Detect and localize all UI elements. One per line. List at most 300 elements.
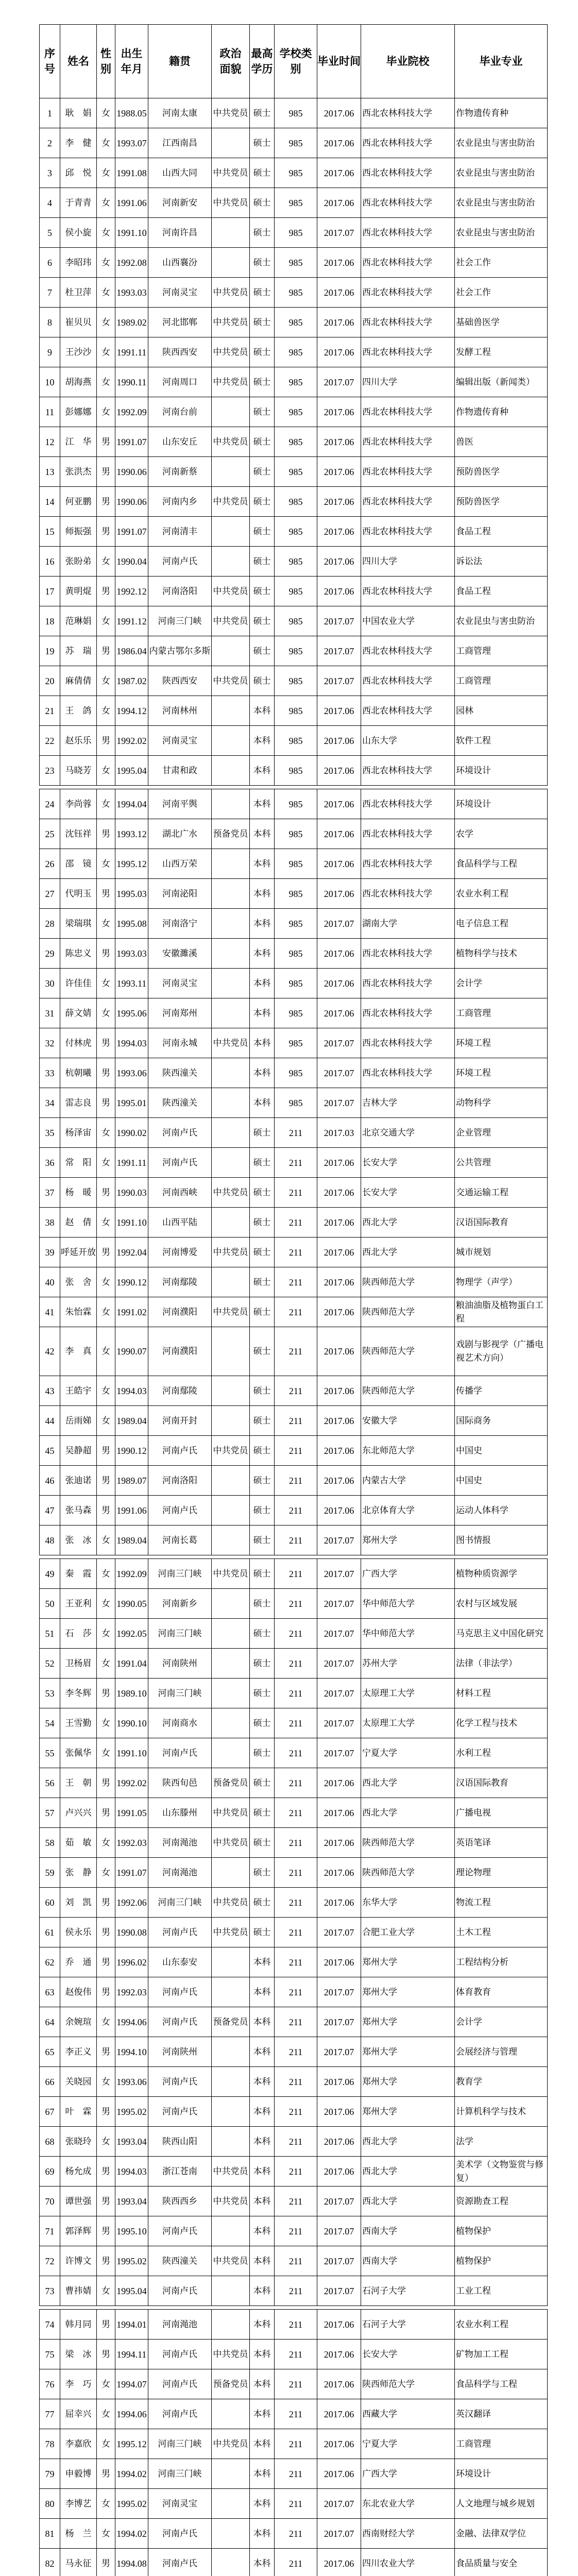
cell-school: 西藏大学 [361, 2399, 455, 2429]
cell-name: 江 华 [60, 427, 97, 457]
cell-gender: 女 [97, 909, 115, 939]
cell-origin: 河南永城 [148, 1028, 212, 1058]
cell-major: 粮油油脂及植物蛋白工程 [455, 1297, 548, 1327]
cell-grad_time: 2017.06 [317, 2429, 361, 2459]
cell-gender: 女 [97, 1738, 115, 1768]
cell-name: 李正义 [60, 2037, 97, 2067]
cell-school_type: 211 [275, 1619, 317, 1649]
cell-degree: 硕士 [250, 278, 275, 308]
cell-school_type: 985 [275, 939, 317, 969]
cell-school: 西北大学 [361, 1208, 455, 1238]
cell-gender: 男 [97, 939, 115, 969]
cell-major: 工业工程 [455, 2276, 548, 2306]
cell-origin: 河南林州 [148, 696, 212, 726]
cell-birth: 1990.08 [115, 1918, 148, 1947]
cell-seq: 66 [40, 2067, 60, 2097]
cell-birth: 1991.07 [115, 427, 148, 457]
cell-gender: 男 [97, 2310, 115, 2340]
cell-birth: 1990.03 [115, 1178, 148, 1208]
cell-grad_time: 2017.06 [317, 2549, 361, 2576]
table-row [40, 1768, 548, 1798]
cell-birth: 1993.12 [115, 819, 148, 849]
cell-seq: 16 [40, 547, 60, 577]
table-row [40, 606, 548, 636]
cell-seq: 52 [40, 1649, 60, 1679]
cell-degree: 硕士 [250, 367, 275, 397]
column-header-grad_time: 毕业时间 [317, 25, 361, 98]
cell-political: 中共党员 [212, 606, 250, 636]
cell-birth: 1993.04 [115, 2127, 148, 2157]
cell-political: 中共党员 [212, 337, 250, 367]
cell-gender: 女 [97, 1589, 115, 1619]
cell-major: 环境设计 [455, 2459, 548, 2489]
cell-origin: 河南卢氏 [148, 1148, 212, 1178]
cell-origin: 河南濮阳 [148, 1327, 212, 1376]
cell-school: 东北农业大学 [361, 2489, 455, 2519]
cell-degree: 本科 [250, 1028, 275, 1058]
cell-birth: 1991.06 [115, 188, 148, 218]
cell-birth: 1993.11 [115, 969, 148, 998]
cell-major: 环境工程 [455, 1028, 548, 1058]
cell-degree: 硕士 [250, 1148, 275, 1178]
cell-major: 植物科学与技术 [455, 939, 548, 969]
cell-school_type: 985 [275, 397, 317, 427]
cell-degree: 硕士 [250, 1526, 275, 1555]
cell-name: 卢兴兴 [60, 1798, 97, 1828]
cell-seq: 37 [40, 1178, 60, 1208]
cell-political [212, 1977, 250, 2007]
table-row [40, 1947, 548, 1977]
cell-school_type: 211 [275, 2097, 317, 2127]
cell-name: 李 健 [60, 128, 97, 158]
cell-political [212, 218, 250, 248]
cell-gender: 女 [97, 337, 115, 367]
cell-school_type: 985 [275, 789, 317, 819]
cell-gender: 女 [97, 2276, 115, 2306]
cell-degree: 硕士 [250, 547, 275, 577]
cell-origin: 陕西西乡 [148, 2187, 212, 2216]
cell-origin: 陕西山阳 [148, 2127, 212, 2157]
cell-degree: 本科 [250, 909, 275, 939]
cell-school: 西北农林科技大学 [361, 308, 455, 337]
cell-school: 郑州大学 [361, 2037, 455, 2067]
cell-political [212, 2519, 250, 2549]
cell-gender: 女 [97, 1327, 115, 1376]
cell-grad_time: 2017.07 [317, 2489, 361, 2519]
cell-school_type: 985 [275, 577, 317, 606]
cell-seq: 43 [40, 1376, 60, 1406]
cell-grad_time: 2017.06 [317, 2369, 361, 2399]
cell-grad_time: 2017.06 [317, 188, 361, 218]
cell-birth: 1990.02 [115, 1118, 148, 1148]
cell-gender: 女 [97, 2399, 115, 2429]
cell-political: 中共党员 [212, 1828, 250, 1858]
cell-school_type: 985 [275, 248, 317, 278]
cell-major: 软件工程 [455, 726, 548, 756]
table-row [40, 666, 548, 696]
cell-grad_time: 2017.06 [317, 517, 361, 547]
cell-political [212, 1526, 250, 1555]
cell-grad_time: 2017.06 [317, 726, 361, 756]
cell-school_type: 985 [275, 998, 317, 1028]
table-row [40, 2459, 548, 2489]
cell-origin: 浙江苍南 [148, 2157, 212, 2187]
cell-gender: 女 [97, 2007, 115, 2037]
cell-political [212, 1679, 250, 1708]
cell-gender: 男 [97, 1768, 115, 1798]
cell-origin: 河南卢氏 [148, 1496, 212, 1526]
cell-name: 张洪杰 [60, 457, 97, 487]
cell-major: 戏剧与影视学（广播电视艺术方向） [455, 1327, 548, 1376]
cell-school: 西北农林科技大学 [361, 1028, 455, 1058]
cell-name: 杭朝曦 [60, 1058, 97, 1088]
cell-seq: 30 [40, 969, 60, 998]
cell-birth: 1991.11 [115, 337, 148, 367]
cell-political [212, 2067, 250, 2097]
cell-birth: 1990.05 [115, 1589, 148, 1619]
cell-birth: 1989.02 [115, 308, 148, 337]
cell-school: 长安大学 [361, 2340, 455, 2369]
cell-name: 梁 冰 [60, 2340, 97, 2369]
cell-school: 中国农业大学 [361, 606, 455, 636]
cell-school: 宁夏大学 [361, 2429, 455, 2459]
cell-school: 西北农林科技大学 [361, 577, 455, 606]
cell-gender: 女 [97, 849, 115, 879]
cell-degree: 硕士 [250, 606, 275, 636]
cell-political: 预备党员 [212, 2007, 250, 2037]
cell-major: 农业昆虫与害虫防治 [455, 606, 548, 636]
cell-birth: 1994.03 [115, 2157, 148, 2187]
cell-seq: 69 [40, 2157, 60, 2187]
cell-major: 工商管理 [455, 2429, 548, 2459]
cell-birth: 1991.07 [115, 1858, 148, 1888]
cell-gender: 男 [97, 1888, 115, 1918]
cell-birth: 1994.06 [115, 2399, 148, 2429]
cell-major: 农业昆虫与害虫防治 [455, 218, 548, 248]
cell-school: 太原理工大学 [361, 1708, 455, 1738]
cell-birth: 1991.06 [115, 1496, 148, 1526]
cell-birth: 1995.03 [115, 879, 148, 909]
cell-degree: 本科 [250, 2489, 275, 2519]
cell-political [212, 517, 250, 547]
cell-major: 图书情报 [455, 1526, 548, 1555]
cell-political [212, 1649, 250, 1679]
cell-major: 矿物加工工程 [455, 2340, 548, 2369]
cell-name: 王亚利 [60, 1589, 97, 1619]
cell-degree: 硕士 [250, 1738, 275, 1768]
cell-grad_time: 2017.06 [317, 1768, 361, 1798]
cell-degree: 硕士 [250, 1406, 275, 1436]
cell-name: 陈忠义 [60, 939, 97, 969]
cell-gender: 女 [97, 2369, 115, 2399]
cell-seq: 71 [40, 2216, 60, 2246]
cell-major: 预防兽医学 [455, 487, 548, 517]
cell-name: 马晓芳 [60, 756, 97, 786]
cell-seq: 13 [40, 457, 60, 487]
cell-political [212, 998, 250, 1028]
cell-grad_time: 2017.07 [317, 218, 361, 248]
cell-school: 石河子大学 [361, 2310, 455, 2340]
cell-seq: 77 [40, 2399, 60, 2429]
table-row [40, 218, 548, 248]
cell-major: 农业昆虫与害虫防治 [455, 158, 548, 188]
cell-school: 西北农林科技大学 [361, 427, 455, 457]
cell-gender: 女 [97, 248, 115, 278]
table-row [40, 1649, 548, 1679]
cell-grad_time: 2017.07 [317, 2037, 361, 2067]
cell-school_type: 211 [275, 1466, 317, 1496]
cell-political: 中共党员 [212, 2187, 250, 2216]
cell-origin: 山东安丘 [148, 427, 212, 457]
cell-gender: 男 [97, 2340, 115, 2369]
cell-seq: 79 [40, 2459, 60, 2489]
cell-name: 呼延开放 [60, 1238, 97, 1267]
cell-degree: 本科 [250, 2459, 275, 2489]
cell-origin: 河南鄢陵 [148, 1267, 212, 1297]
cell-birth: 1995.04 [115, 756, 148, 786]
cell-major: 城市规划 [455, 1238, 548, 1267]
cell-school_type: 985 [275, 636, 317, 666]
cell-name: 张 舍 [60, 1267, 97, 1297]
cell-birth: 1995.04 [115, 2276, 148, 2306]
cell-origin: 河南卢氏 [148, 2399, 212, 2429]
cell-school_type: 985 [275, 98, 317, 128]
cell-degree: 硕士 [250, 128, 275, 158]
cell-major: 植物保护 [455, 2246, 548, 2276]
cell-name: 常 阳 [60, 1148, 97, 1178]
cell-political [212, 1738, 250, 1768]
cell-grad_time: 2017.07 [317, 1977, 361, 2007]
cell-gender: 女 [97, 1208, 115, 1238]
cell-origin: 陕西旬邑 [148, 1768, 212, 1798]
cell-school: 四川大学 [361, 367, 455, 397]
table-row [40, 969, 548, 998]
cell-school_type: 211 [275, 1888, 317, 1918]
cell-grad_time: 2017.06 [317, 1496, 361, 1526]
cell-grad_time: 2017.07 [317, 1649, 361, 1679]
cell-gender: 女 [97, 1406, 115, 1436]
cell-school: 西北农林科技大学 [361, 849, 455, 879]
cell-name: 郭泽辉 [60, 2216, 97, 2246]
cell-gender: 女 [97, 1297, 115, 1327]
cell-name: 刘 凯 [60, 1888, 97, 1918]
cell-name: 邱 悦 [60, 158, 97, 188]
cell-origin: 河南渑池 [148, 1858, 212, 1888]
cell-school: 合肥工业大学 [361, 1918, 455, 1947]
cell-name: 茹 敏 [60, 1828, 97, 1858]
table-row [40, 2187, 548, 2216]
cell-grad_time: 2017.06 [317, 849, 361, 879]
table-row [40, 1327, 548, 1376]
cell-degree: 硕士 [250, 636, 275, 666]
cell-name: 王 鸽 [60, 696, 97, 726]
cell-political [212, 696, 250, 726]
cell-name: 张晓玲 [60, 2127, 97, 2157]
cell-major: 英汉翻译 [455, 2399, 548, 2429]
cell-degree: 本科 [250, 879, 275, 909]
cell-grad_time: 2017.06 [317, 1406, 361, 1436]
cell-gender: 女 [97, 2127, 115, 2157]
cell-degree: 本科 [250, 2399, 275, 2429]
cell-degree: 硕士 [250, 188, 275, 218]
cell-gender: 男 [97, 577, 115, 606]
cell-degree: 硕士 [250, 1649, 275, 1679]
cell-birth: 1993.07 [115, 128, 148, 158]
cell-school_type: 211 [275, 1297, 317, 1327]
cell-grad_time: 2017.06 [317, 756, 361, 786]
cell-major: 理论物理 [455, 1858, 548, 1888]
cell-origin: 河南陕州 [148, 1649, 212, 1679]
cell-degree: 硕士 [250, 308, 275, 337]
cell-school_type: 211 [275, 2127, 317, 2157]
cell-major: 美术学（文物鉴赏与修复） [455, 2157, 548, 2187]
cell-school: 西北农林科技大学 [361, 819, 455, 849]
table-row [40, 2216, 548, 2246]
cell-major: 植物种质资源学 [455, 1559, 548, 1589]
cell-school_type: 985 [275, 218, 317, 248]
cell-grad_time: 2017.06 [317, 1267, 361, 1297]
cell-gender: 女 [97, 1708, 115, 1738]
cell-degree: 硕士 [250, 1858, 275, 1888]
cell-origin: 河南平舆 [148, 789, 212, 819]
cell-name: 张迪诺 [60, 1466, 97, 1496]
cell-degree: 本科 [250, 2157, 275, 2187]
cell-birth: 1991.10 [115, 218, 148, 248]
cell-degree: 硕士 [250, 517, 275, 547]
table-row [40, 789, 548, 819]
cell-name: 侯永乐 [60, 1918, 97, 1947]
cell-name: 邵 镜 [60, 849, 97, 879]
cell-school: 陕西师范大学 [361, 2369, 455, 2399]
cell-birth: 1986.04 [115, 636, 148, 666]
cell-grad_time: 2017.07 [317, 1738, 361, 1768]
cell-political [212, 1148, 250, 1178]
cell-birth: 1992.03 [115, 1977, 148, 2007]
table-row [40, 2340, 548, 2369]
cell-name: 王雪勤 [60, 1708, 97, 1738]
cell-gender: 女 [97, 969, 115, 998]
cell-school: 西北农林科技大学 [361, 1058, 455, 1088]
cell-seq: 54 [40, 1708, 60, 1738]
cell-gender: 女 [97, 98, 115, 128]
cell-school: 郑州大学 [361, 1947, 455, 1977]
table-row [40, 726, 548, 756]
table-row [40, 2246, 548, 2276]
cell-origin: 安徽濉溪 [148, 939, 212, 969]
cell-name: 耿 娟 [60, 98, 97, 128]
cell-origin: 河南卢氏 [148, 2519, 212, 2549]
cell-degree: 本科 [250, 969, 275, 998]
cell-major: 食品工程 [455, 577, 548, 606]
cell-seq: 7 [40, 278, 60, 308]
cell-school: 长安大学 [361, 1148, 455, 1178]
cell-birth: 1991.05 [115, 1798, 148, 1828]
table-row [40, 939, 548, 969]
cell-seq: 31 [40, 998, 60, 1028]
table-row [40, 98, 548, 128]
table-row [40, 248, 548, 278]
cell-gender: 女 [97, 1559, 115, 1589]
cell-grad_time: 2017.07 [317, 2007, 361, 2037]
table-row [40, 1297, 548, 1327]
cell-name: 薛文婧 [60, 998, 97, 1028]
cell-seq: 58 [40, 1828, 60, 1858]
cell-name: 雷志良 [60, 1088, 97, 1118]
table-row [40, 756, 548, 786]
cell-seq: 35 [40, 1118, 60, 1148]
cell-major: 社会工作 [455, 248, 548, 278]
cell-seq: 28 [40, 909, 60, 939]
cell-degree: 本科 [250, 819, 275, 849]
cell-gender: 男 [97, 1466, 115, 1496]
table-row [40, 1738, 548, 1768]
cell-school: 西南财经大学 [361, 2519, 455, 2549]
cell-grad_time: 2017.07 [317, 909, 361, 939]
cell-major: 食品工程 [455, 517, 548, 547]
cell-grad_time: 2017.07 [317, 367, 361, 397]
cell-major: 农业昆虫与害虫防治 [455, 128, 548, 158]
cell-grad_time: 2017.06 [317, 1178, 361, 1208]
cell-school_type: 211 [275, 1798, 317, 1828]
cell-seq: 9 [40, 337, 60, 367]
cell-school: 西北农林科技大学 [361, 457, 455, 487]
cell-gender: 女 [97, 1118, 115, 1148]
cell-school: 北京交通大学 [361, 1118, 455, 1148]
cell-origin: 河南三门峡 [148, 606, 212, 636]
cell-degree: 硕士 [250, 1496, 275, 1526]
cell-gender: 女 [97, 367, 115, 397]
cell-seq: 76 [40, 2369, 60, 2399]
cell-seq: 80 [40, 2489, 60, 2519]
table-row [40, 636, 548, 666]
cell-gender: 男 [97, 2037, 115, 2067]
cell-grad_time: 2017.06 [317, 1798, 361, 1828]
cell-major: 工商管理 [455, 666, 548, 696]
cell-major: 汉语国际教育 [455, 1208, 548, 1238]
cell-birth: 1995.12 [115, 2429, 148, 2459]
cell-birth: 1994.06 [115, 2007, 148, 2037]
cell-gender: 男 [97, 2157, 115, 2187]
cell-birth: 1994.02 [115, 2459, 148, 2489]
cell-seq: 56 [40, 1768, 60, 1798]
cell-origin: 甘肃和政 [148, 756, 212, 786]
cell-school_type: 211 [275, 2067, 317, 2097]
cell-seq: 55 [40, 1738, 60, 1768]
cell-school_type: 985 [275, 128, 317, 158]
cell-name: 于青青 [60, 188, 97, 218]
cell-seq: 63 [40, 1977, 60, 2007]
cell-grad_time: 2017.06 [317, 879, 361, 909]
cell-grad_time: 2017.06 [317, 1436, 361, 1466]
cell-gender: 男 [97, 517, 115, 547]
table-row [40, 1679, 548, 1708]
cell-birth: 1992.05 [115, 1619, 148, 1649]
cell-gender: 女 [97, 1858, 115, 1888]
table-row [40, 819, 548, 849]
cell-school: 郑州大学 [361, 2007, 455, 2037]
cell-school_type: 985 [275, 726, 317, 756]
table-row [40, 1466, 548, 1496]
cell-degree: 本科 [250, 939, 275, 969]
cell-grad_time: 2017.07 [317, 1708, 361, 1738]
cell-origin: 陕西潼关 [148, 1058, 212, 1088]
cell-birth: 1991.11 [115, 1148, 148, 1178]
cell-birth: 1992.12 [115, 577, 148, 606]
cell-origin: 河南卢氏 [148, 2340, 212, 2369]
table-block [39, 789, 548, 1555]
cell-grad_time: 2017.07 [317, 2216, 361, 2246]
cell-school: 西北大学 [361, 2127, 455, 2157]
